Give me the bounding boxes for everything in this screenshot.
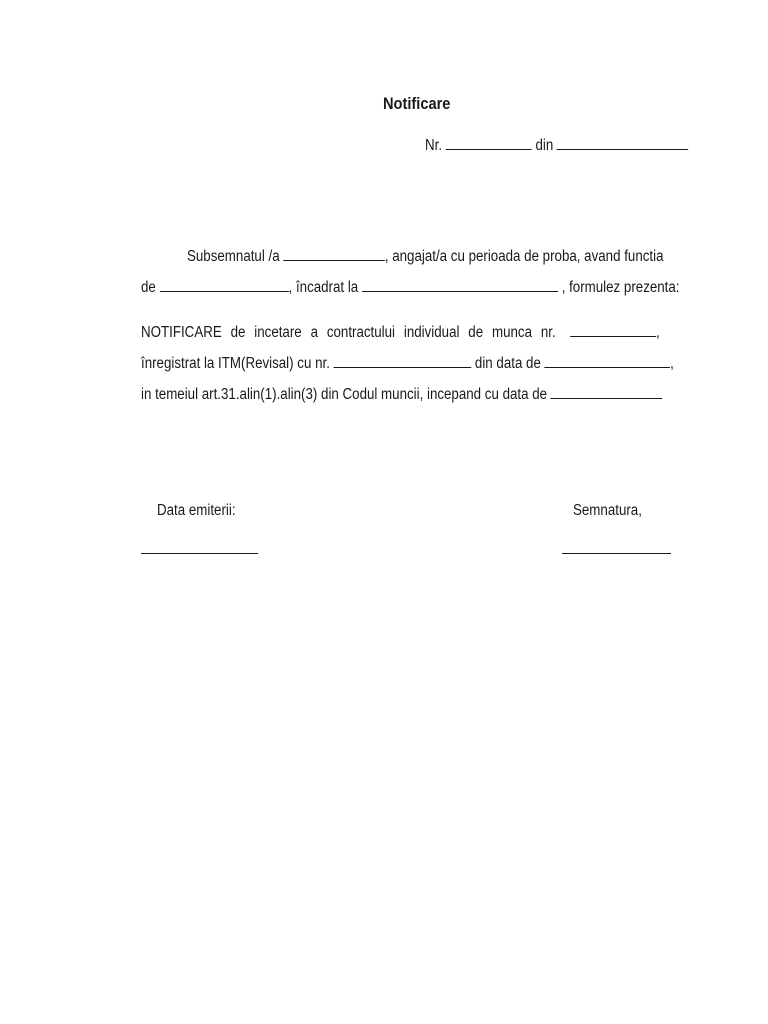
functia-blank[interactable]	[160, 277, 289, 292]
signature-label: Semnatura,	[573, 502, 642, 519]
nr-line	[425, 135, 689, 155]
de-label: de	[141, 279, 156, 296]
formulez-text: , formulez prezenta:	[561, 279, 680, 296]
incadrat-blank[interactable]	[362, 277, 558, 292]
paragraph2-line2	[141, 353, 674, 373]
inregistrat-text: înregistrat la ITM(Revisal) cu nr.	[141, 355, 330, 372]
start-date-blank[interactable]	[551, 384, 663, 399]
din-blank[interactable]	[557, 135, 689, 150]
nr-label: Nr.	[425, 137, 443, 154]
document-title: Notificare	[383, 94, 451, 113]
temeiul-text: in temeiul art.31.alin(1).alin(3) din Codul muncii, incepand cu data de	[141, 386, 548, 403]
din-data-label: din data de	[474, 355, 541, 372]
notificare-text: NOTIFICARE de incetare a contractului individual de munca nr.	[141, 324, 556, 341]
itm-date-blank[interactable]	[545, 353, 671, 368]
itm-nr-blank[interactable]	[334, 353, 472, 368]
signature-blank[interactable]	[562, 553, 671, 554]
contract-nr-blank[interactable]	[570, 322, 656, 337]
paragraph2-line3	[141, 384, 663, 404]
comma-2: ,	[670, 355, 674, 372]
comma-1: ,	[656, 324, 660, 341]
paragraph2-line1	[141, 322, 660, 342]
paragraph1-line2	[141, 277, 680, 297]
subsemnatul-label: Subsemnatul /a	[187, 248, 280, 265]
paragraph1-line1	[187, 246, 663, 266]
date-blank[interactable]	[141, 553, 258, 554]
name-blank[interactable]	[283, 246, 384, 261]
angajat-text: , angajat/a cu perioada de proba, avand functia	[384, 248, 664, 265]
incadrat-label: , încadrat la	[288, 279, 359, 296]
nr-blank[interactable]	[446, 135, 532, 150]
date-label: Data emiterii:	[157, 502, 236, 519]
din-label: din	[535, 137, 554, 154]
